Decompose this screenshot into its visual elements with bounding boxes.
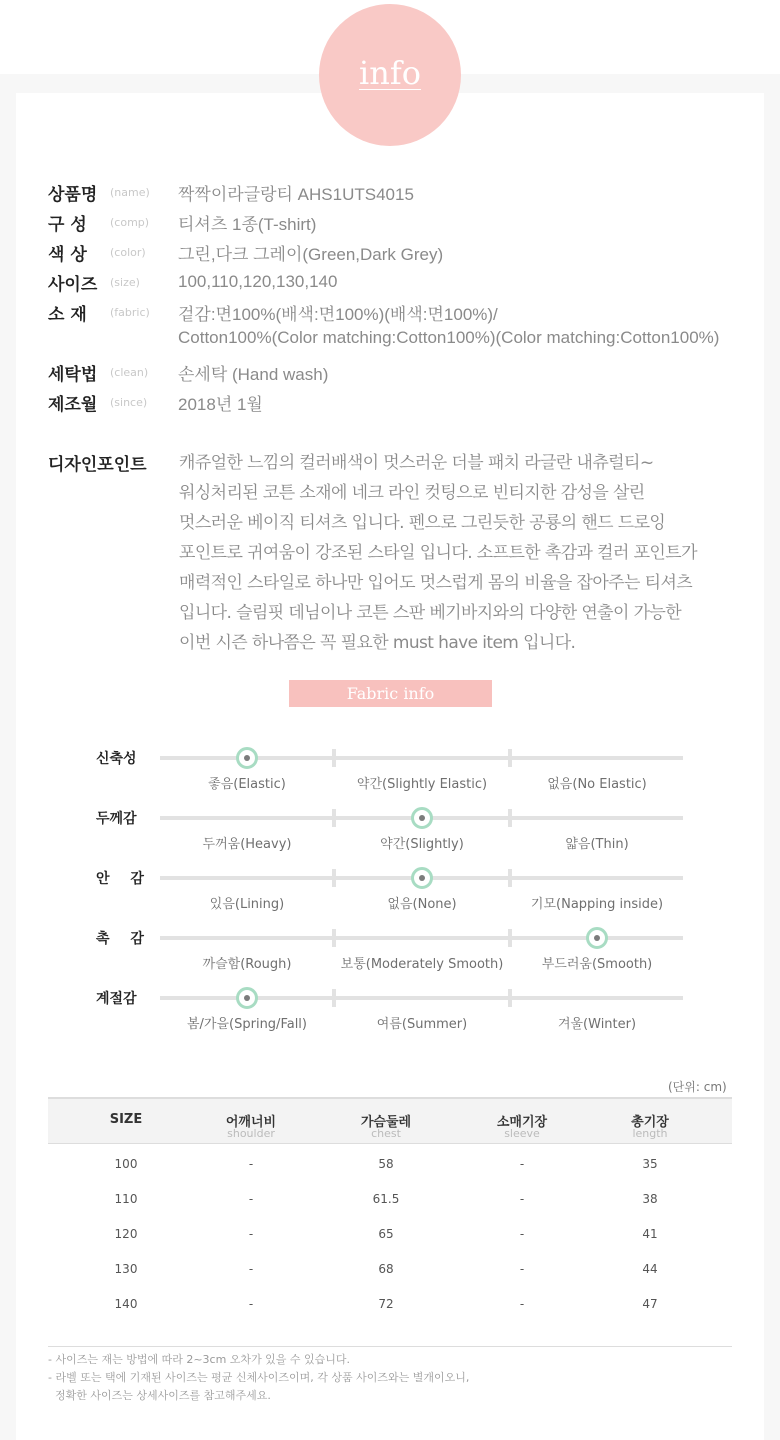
table-cell: 41 [642,1226,658,1241]
divider [48,1346,732,1347]
spec-value: 겉감:면100%(배색:면100%)(배색:면100%)/ [178,304,498,324]
fabric-scale-label: 두께감 [96,811,137,827]
table-cell: 35 [642,1156,658,1171]
size-notes [48,1351,469,1405]
size-note: - 사이즈는 재는 방법에 따라 2~3cm 오차가 있을 수 있습니다. [48,1353,351,1366]
table-cell: 38 [642,1191,658,1206]
fabric-scale-label: 안 감 [96,871,152,887]
table-row [48,1251,732,1286]
size-table-header-cell [298,1099,474,1143]
size-table-header-cell [474,1099,570,1143]
size-table-body [48,1146,732,1321]
design-point-line: 멋스러운 베이직 티셔츠 입니다. 펜으로 그린듯한 공룡의 핸드 드로잉 [179,513,666,533]
header-sublabel: sleeve [504,1127,540,1140]
design-point-body [179,448,769,658]
spec-row-comp [48,207,316,237]
table-cell: 130 [114,1261,138,1276]
size-table-header [48,1097,732,1144]
table-row [48,1146,732,1181]
table-cell: 47 [642,1296,658,1311]
table-row [48,1181,732,1216]
table-cell: - [519,1191,525,1206]
header-label: 총기장 [631,1115,669,1130]
spec-label: 제조월 [48,394,98,415]
info-badge [319,4,461,146]
fabric-scale-option: 약간(Slightly Elastic) [356,777,488,792]
spec-row-name [48,177,414,207]
fabric-scale-label: 신축성 [96,751,137,767]
spec-value: 100,110,120,130,140 [178,272,338,291]
table-row [48,1216,732,1251]
header-sublabel: chest [371,1127,401,1140]
spec-value: 짝짝이라글랑티 AHS1UTS4015 [178,184,414,204]
fabric-scale-selected-indicator [411,867,433,889]
table-row [48,1286,732,1321]
fabric-scale-option: 약간(Slightly) [380,837,464,852]
table-cell: - [519,1296,525,1311]
table-cell: - [248,1296,254,1311]
fabric-scale-selected-indicator [586,927,608,949]
spec-label: 색 상 [48,244,87,265]
fabric-scale-tick [332,989,336,1007]
header-label: 가슴둘레 [360,1115,412,1130]
design-point-line: 워싱처리된 코튼 소재에 네크 라인 컷팅으로 빈티지한 감성을 살린 [179,483,645,503]
fabric-scale-option: 여름(Summer) [376,1017,468,1032]
fabric-scale-row [0,931,780,986]
spec-en-label: (clean) [110,365,149,379]
table-cell: 58 [378,1156,394,1171]
design-point-title: 디자인포인트 [48,455,147,475]
table-cell: 72 [378,1296,394,1311]
table-cell: - [248,1191,254,1206]
fabric-scale-option: 좋음(Elastic) [208,777,286,792]
info-badge-title: info [359,54,421,92]
fabric-scale-selected-indicator [236,747,258,769]
spec-en-label: (since) [110,395,148,409]
table-cell: 120 [114,1226,138,1241]
table-cell: 61.5 [372,1191,400,1206]
spec-row-since [48,387,263,417]
fabric-scale-option: 있음(Lining) [209,897,285,912]
table-cell: - [519,1226,525,1241]
table-cell: - [248,1226,254,1241]
header-sublabel: length [632,1127,668,1140]
fabric-scale-tick [508,809,512,827]
fabric-info-title: Fabric info [289,680,492,707]
spec-label: 사이즈 [48,274,98,295]
spec-label: 세탁법 [48,364,98,385]
table-cell: 110 [114,1191,138,1206]
fabric-scale-option: 까슬함(Rough) [202,957,292,972]
fabric-scale-selected-indicator [236,987,258,1009]
size-unit-note: (단위: cm) [668,1080,727,1094]
fabric-scale-tick [508,749,512,767]
fabric-scale-option: 없음(No Elastic) [547,777,647,792]
fabric-scale-row [0,811,780,866]
fabric-scale-tick [332,929,336,947]
fabric-scale-option: 봄/가을(Spring/Fall) [186,1017,307,1032]
table-cell: - [519,1156,525,1171]
spec-en-label: (name) [110,185,150,199]
design-point-line: 이번 시즌 하나쯤은 꼭 필요한 must have item 입니다. [179,633,576,653]
size-note: 정확한 사이즈는 상세사이즈를 참고해주세요. [48,1389,271,1402]
fabric-scale-option: 보통(Moderately Smooth) [340,957,504,972]
fabric-scale-option: 얇음(Thin) [565,837,629,852]
design-point-line: 매력적인 스타일로 하나만 입어도 멋스럽게 몸의 비율을 잡아주는 티셔츠 [179,573,693,593]
spec-value: 티셔츠 1종(T-shirt) [178,214,317,234]
spec-row-fabric [48,297,498,327]
spec-value-fabric-english: Cotton100%(Color matching:Cotton100%)(Color matching:Cotton100%) [178,328,720,347]
table-cell: 65 [378,1226,394,1241]
fabric-scale-label: 계절감 [96,991,137,1007]
spec-label: 구 성 [48,214,87,235]
spec-value: 그린,다크 그레이(Green,Dark Grey) [178,244,444,264]
fabric-scale-option: 부드러움(Smooth) [541,957,653,972]
design-point-line: 포인트로 귀여움이 강조된 스타일 입니다. 소프트한 촉감과 컬러 포인트가 [179,543,697,563]
size-table-header-cell [570,1099,730,1143]
header-label: SIZE [109,1112,143,1127]
table-cell: 68 [378,1261,394,1276]
fabric-scale-tick [508,869,512,887]
fabric-scale-tick [508,989,512,1007]
size-table-header-cell [204,1099,298,1143]
spec-row-color [48,237,443,267]
spec-label: 소 재 [48,304,87,325]
spec-value: 손세탁 (Hand wash) [178,364,329,384]
fabric-scale-option: 두꺼움(Heavy) [202,837,292,852]
design-point-line: 캐쥬얼한 느낌의 컬러배색이 멋스러운 더블 패치 라글란 내츄럴티~ [179,453,654,473]
fabric-scale-tick [332,749,336,767]
spec-label: 상품명 [48,184,98,205]
fabric-scale-row [0,991,780,1046]
table-cell: - [519,1261,525,1276]
design-point-line: 입니다. 슬림핏 데님이나 코튼 스판 베기바지와의 다양한 연출이 가능한 [179,603,682,623]
fabric-scale-tick [508,929,512,947]
size-note: - 라벨 또는 택에 기재된 사이즈는 평균 신체사이즈이며, 각 상품 사이즈와는 별개이오니, [48,1371,470,1384]
header-label: 어깨너비 [225,1115,277,1130]
fabric-scale-tick [332,869,336,887]
fabric-scale-option: 겨울(Winter) [557,1017,637,1032]
spec-en-label: (fabric) [110,305,150,319]
spec-value: 2018년 1월 [178,394,263,414]
table-cell: - [248,1261,254,1276]
spec-en-label: (color) [110,245,146,259]
table-cell: - [248,1156,254,1171]
fabric-scale-label: 촉 감 [96,931,152,947]
size-table-header-cell [48,1099,204,1143]
table-cell: 44 [642,1261,658,1276]
fabric-scale-selected-indicator [411,807,433,829]
spec-en-label: (size) [110,275,140,289]
spec-row-size [48,267,337,297]
table-cell: 100 [114,1156,138,1171]
spec-row-clean [48,357,328,387]
fabric-scale-option: 기모(Napping inside) [530,897,664,912]
spec-en-label: (comp) [110,215,150,229]
header-label: 소매기장 [496,1115,548,1130]
table-cell: 140 [114,1296,138,1311]
fabric-scale-row [0,871,780,926]
fabric-scale-option: 없음(None) [387,897,457,912]
header-sublabel: shoulder [227,1127,275,1140]
fabric-scale-row [0,751,780,806]
size-table [48,1097,732,1321]
fabric-scale-tick [332,809,336,827]
